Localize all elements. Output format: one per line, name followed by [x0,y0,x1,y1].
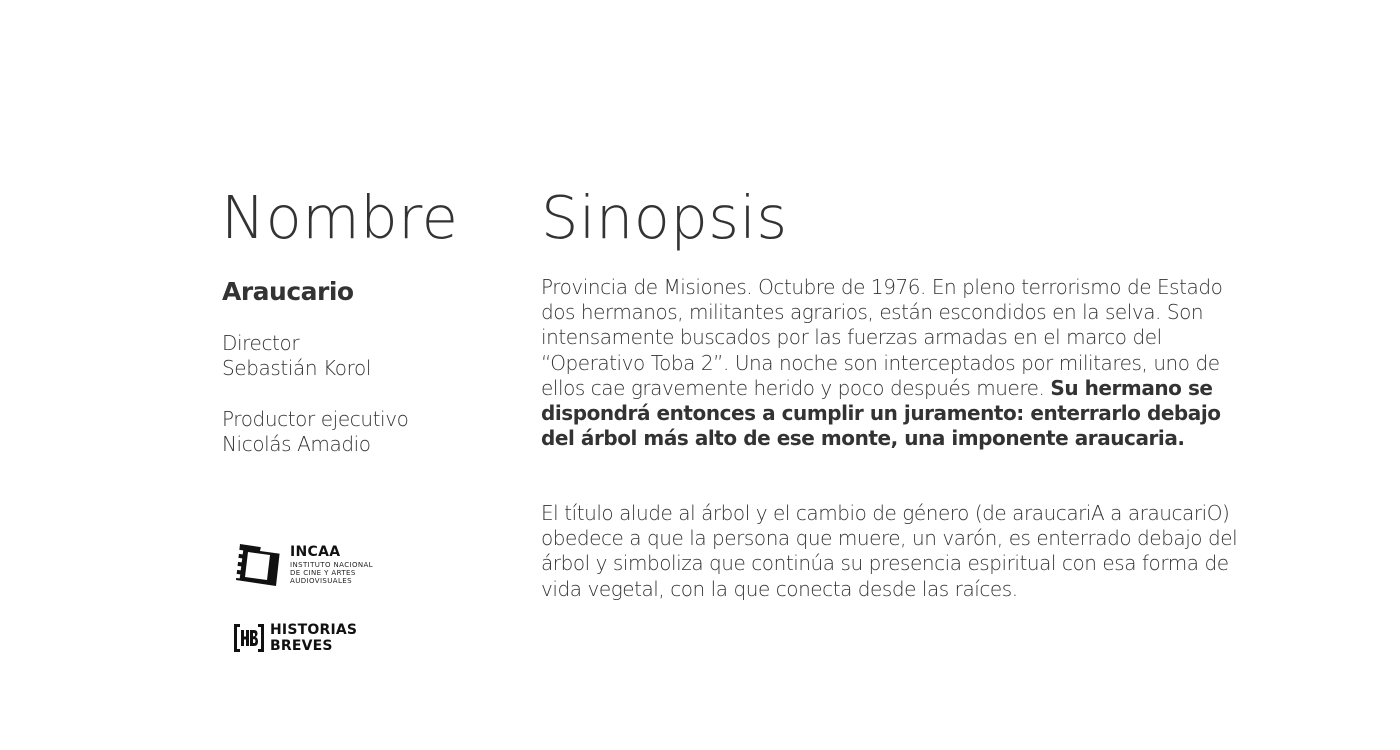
synopsis-paragraph-2: El título alude al árbol y el cambio de género (de araucariA a araucariO) obedece a que la persona que muere, un varón, es enterrado debajo del árbol y simboliza que continúa su presencia espiritual con esa forma de vida vegetal, con la que conecta desde las raíces. [541,501,1238,601]
credit-director [222,331,371,381]
historias-breves-logo [232,621,372,657]
credit-name: Sebastián Korol [222,356,371,380]
hb-line-breves: BREVES [270,638,333,654]
credit-name: Nicolás Amadio [222,432,371,456]
incaa-name: INCAA [290,544,341,560]
synopsis-regular-text: Provincia de Misiones. Octubre de 1976. En pleno terrorismo de Estado dos hermanos, militantes agrarios, están escondidos en la selva. Son intensamente buscados por las fuerzas armadas en el marco del “Operativo Toba 2”. Una noche son interceptados por militares, uno de ellos cae gravemente herido y poco después muere. [541,275,1223,400]
nombre-heading: Nombre [221,183,459,252]
synopsis-paragraph-1 [541,275,1241,451]
incaa-logo [232,542,402,590]
hb-monogram-icon [232,623,266,653]
sinopsis-heading: Sinopsis [541,183,788,252]
film-title: Araucario [222,277,354,306]
credit-role: Director [222,331,300,355]
hb-line-historias: HISTORIAS [270,622,358,638]
synopsis-bold-text: Su hermano se dispondrá entonces a cumplir un juramento: enterrarlo debajo del árbol más alto de ese monte, una imponente araucaria. [541,375,1221,451]
incaa-subtitle-line: INSTITUTO NACIONAL [290,561,373,569]
historias-breves-wordmark [270,622,357,654]
film-strip-icon [232,542,284,588]
incaa-subtitle-line: DE CINE Y ARTES [290,569,356,577]
incaa-subtitle-line: AUDIOVISUALES [290,577,352,585]
credit-executive-producer [222,407,408,457]
incaa-subtitle [290,561,373,585]
credit-role: Productor ejecutivo [222,407,409,431]
